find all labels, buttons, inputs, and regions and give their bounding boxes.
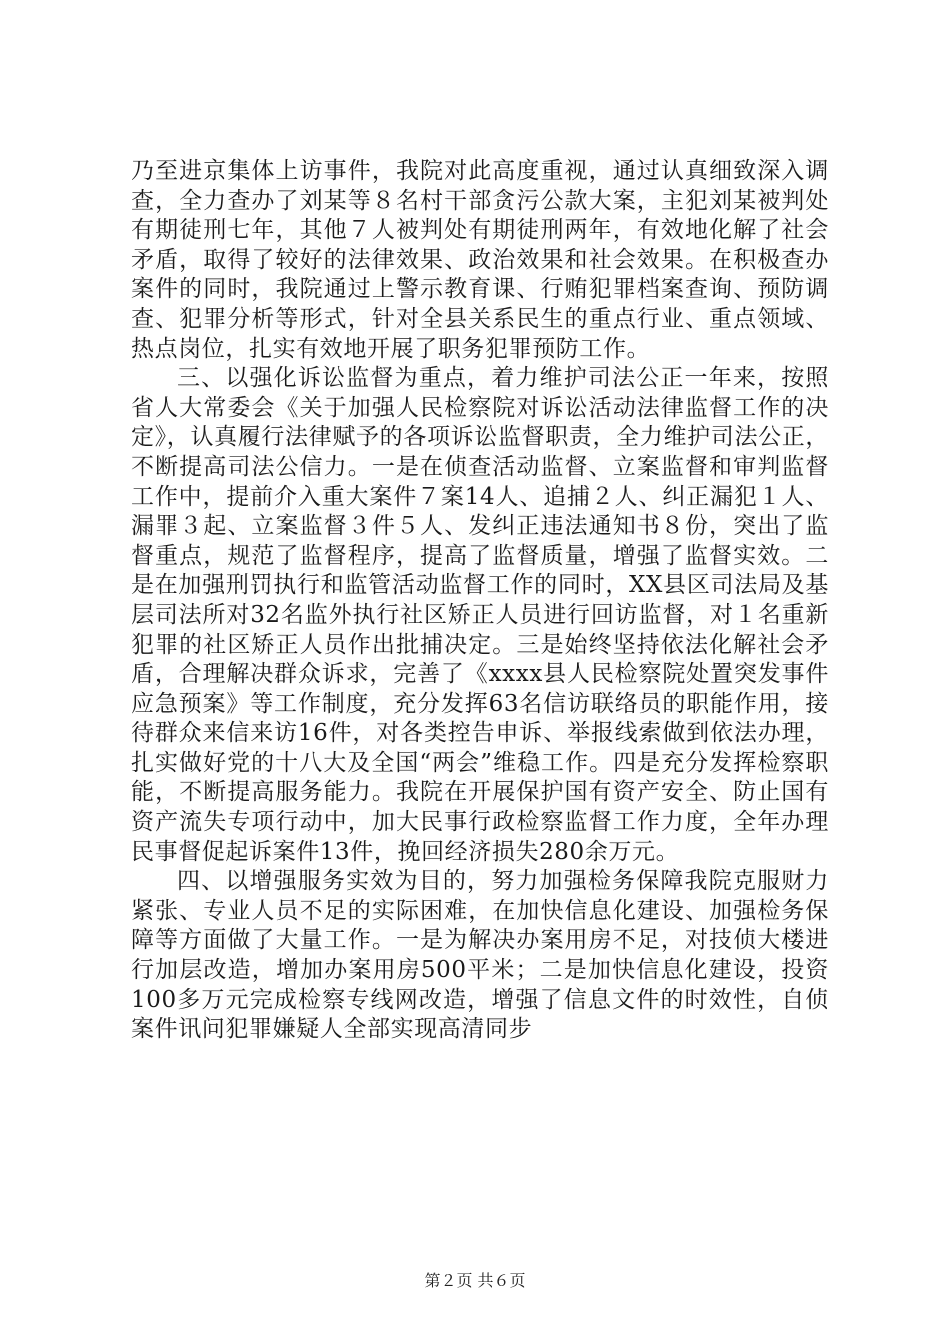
page-number-footer: 第２页 共６页 (424, 1271, 526, 1290)
document-body (131, 157, 829, 1045)
paragraph-3: 四、以增强服务实效为目的，努力加强检务保障我院克服财力紧张、专业人员不足的实际困难，在加快信息化建设、加强检务保障等方面做了大量工作。一是为解决办案用房不足，对技侦大楼进行加层改造，增加办案用房500平米；二是加快信息化建设，投资100多万元完成检察专线网改造，增强了信息文件的时效性，自侦案件讯问犯罪嫌疑人全部实现高清同步 (131, 868, 829, 1043)
paragraph-2: 三、以强化诉讼监督为重点，着力维护司法公正一年来，按照省人大常委会《关于加强人民检察院对诉讼活动法律监督工作的决定》，认真履行法律赋予的各项诉讼监督职责，全力维护司法公正，不断提高司法公信力。一是在侦查活动监督、立案监督和审判监督工作中，提前介入重大案件７案14人、追捕２人、纠正漏犯１人、漏罪３起、立案监督３件５人、发纠正违法通知书８份，突出了监督重点，规范了监督程序，提高了监督质量，增强了监督实效。二是在加强刑罚执行和监管活动监督工作的同时，XX县区司法局及基层司法所对32名监外执行社区矫正人员进行回访监督，对１名重新犯罪的社区矫正人员作出批捕决定。三是始终坚持依法化解社会矛盾，合理解决群众诉求，完善了《xxxx县人民检察院处置突发事件应急预案》等工作制度，充分发挥63名信访联络员的职能作用，接待群众来信来访16件，对各类控告申诉、举报线索做到依法办理，扎实做好党的十八大及全国“两会”维稳工作。四是充分发挥检察职能，不断提高服务能力。我院在开展保护国有资产安全、防止国有资产流失专项行动中，加大民事行政检察监督工作力度，全年办理民事督促起诉案件13件，挽回经济损失280余万元。 (131, 365, 829, 865)
paragraph-1: 乃至进京集体上访事件，我院对此高度重视，通过认真细致深入调查，全力查办了刘某等８名村干部贪污公款大案，主犯刘某被判处有期徒刑七年，其他７人被判处有期徒刑两年，有效地化解了社会矛盾，取得了较好的法律效果、政治效果和社会效果。在积极查办案件的同时，我院通过上警示教育课、行贿犯罪档案查询、预防调查、犯罪分析等形式，针对全县关系民生的重点行业、重点领域、热点岗位，扎实有效地开展了职务犯罪预防工作。 (131, 158, 829, 362)
